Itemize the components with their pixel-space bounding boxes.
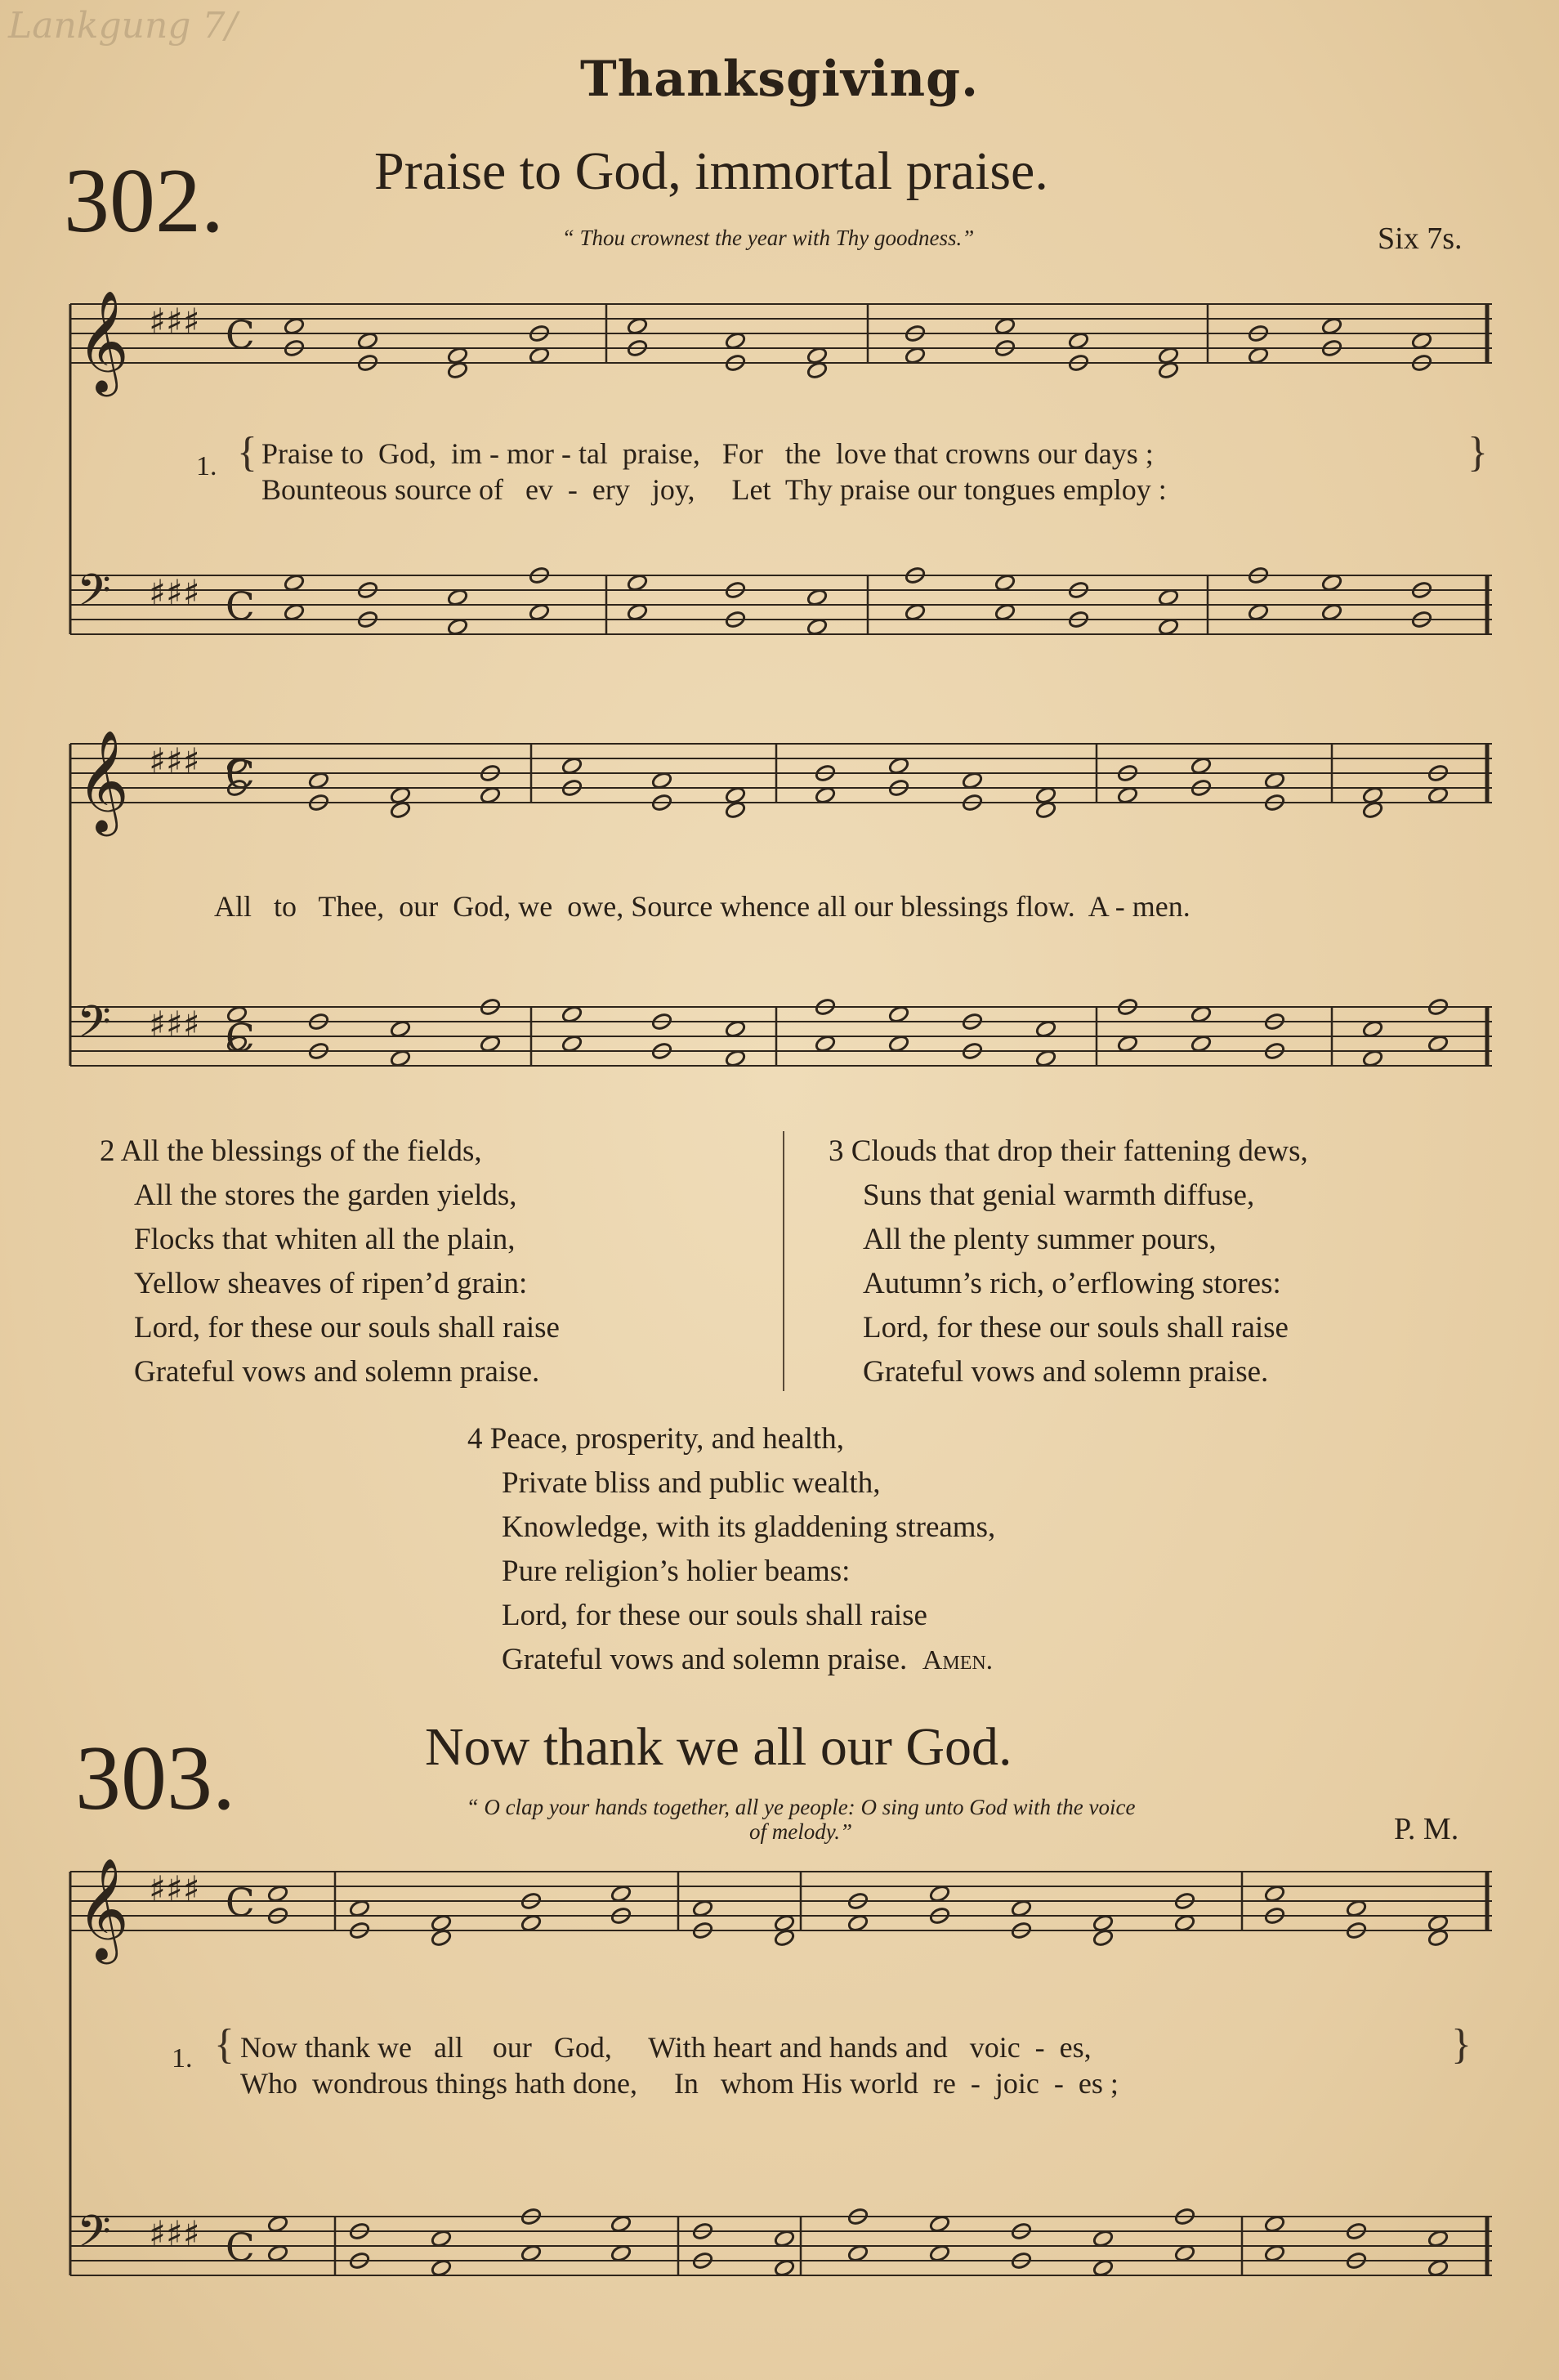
treble-clef: 𝄞 (77, 730, 129, 832)
stanza-line: Flocks that whiten all the plain, (134, 1223, 516, 1256)
left-brace: { (237, 429, 257, 476)
stanza-2 (100, 1130, 560, 1394)
section-title: Thanksgiving. (580, 51, 979, 108)
stanza-line: All the stores the garden yields, (134, 1179, 517, 1212)
right-brace: } (1467, 429, 1488, 476)
refrain-line: All to Thee, our God, we owe, Source whence all our blessings flow. A - men. (214, 890, 1190, 923)
hymn-302-title: Praise to God, immortal praise. (374, 141, 1048, 201)
verse1-line1: Praise to God, im - mor - tal praise, For the love that crowns our days ; (261, 437, 1154, 470)
left-brace: { (214, 2021, 235, 2068)
hymn-302-number: 302. (64, 150, 224, 252)
stanza-number: 2 (100, 1134, 115, 1168)
verse-number: 1. (172, 2043, 193, 2074)
stanza-line: Suns that genial warmth diffuse, (863, 1179, 1255, 1212)
verse1-line2: Who wondrous things hath done, In whom His world re - joic - es ; (240, 2067, 1119, 2100)
stanza-line: Grateful vows and solemn praise. (134, 1355, 540, 1389)
key-signature: ♯♯♯ (149, 2214, 200, 2255)
time-signature: C (226, 1881, 255, 1926)
verse-number: 1. (196, 451, 217, 481)
hymn-303-meter: P. M. (1394, 1812, 1459, 1846)
stanza-line: All the plenty summer pours, (863, 1223, 1217, 1256)
hymn-303-title: Now thank we all our God. (425, 1717, 1012, 1777)
stanza-line: Knowledge, with its gladdening streams, (502, 1510, 996, 1544)
stanza-line: Pure religion’s holier beams: (502, 1555, 851, 1588)
key-signature: ♯♯♯ (149, 1869, 200, 1910)
verse1-line2: Bounteous source of ev - ery joy, Let Thy praise our tongues employ : (261, 473, 1167, 506)
hymn-302-meter: Six 7s. (1378, 221, 1463, 256)
stanza-number: 4 (467, 1422, 483, 1456)
stanza-line: Peace, prosperity, and health, (489, 1422, 844, 1456)
bass-clef: 𝄢 (77, 2206, 111, 2268)
time-signature: C (226, 1017, 255, 1061)
stanza-line: Lord, for these our souls shall raise (134, 1311, 560, 1344)
key-signature: ♯♯♯ (149, 302, 200, 342)
stanza-line: Yellow sheaves of ripen’d grain: (134, 1267, 528, 1300)
stanza-4 (467, 1417, 995, 1683)
key-signature: ♯♯♯ (149, 741, 200, 782)
key-signature: ♯♯♯ (149, 573, 200, 614)
stanza-line: Grateful vows and solemn praise. (502, 1643, 908, 1676)
column-divider (783, 1131, 784, 1391)
time-signature: C (226, 2226, 255, 2270)
bass-clef: 𝄢 (77, 996, 111, 1058)
amen-label: Amen. (922, 1645, 994, 1675)
stanza-line: Autumn’s rich, o’erflowing stores: (863, 1267, 1281, 1300)
margin-note: Lankgung 7/ (8, 5, 238, 47)
stanza-line: Clouds that drop their fattening dews, (851, 1134, 1308, 1168)
hymn-303-epigraph-line2: of melody.” (749, 1819, 852, 1844)
key-signature: ♯♯♯ (149, 1004, 200, 1045)
stanza-line: Lord, for these our souls shall raise (863, 1311, 1289, 1344)
time-signature: C (226, 585, 255, 629)
hymn-303-epigraph-line1: “ O clap your hands together, all ye people: O sing unto God with the voice (466, 1795, 1136, 1819)
stanza-number: 3 (829, 1134, 844, 1168)
stanza-3 (829, 1130, 1308, 1394)
time-signature: C (226, 754, 255, 798)
stanza-line: All the blessings of the fields, (120, 1134, 482, 1168)
right-brace: } (1451, 2021, 1472, 2068)
verse1-line1: Now thank we all our God, With heart and hands and voic - es, (240, 2031, 1092, 2064)
stanza-line: Lord, for these our souls shall raise (502, 1599, 927, 1632)
hymn-303-number: 303. (75, 1728, 235, 1829)
treble-clef: 𝄞 (77, 290, 129, 392)
time-signature: C (226, 314, 255, 358)
stanza-line: Private bliss and public wealth, (502, 1466, 881, 1500)
bass-clef: 𝄢 (77, 565, 111, 627)
treble-clef: 𝄞 (77, 1858, 129, 1960)
stanza-line: Grateful vows and solemn praise. (863, 1355, 1269, 1389)
hymn-302-epigraph: “ Thou crownest the year with Thy goodness.” (561, 226, 975, 250)
